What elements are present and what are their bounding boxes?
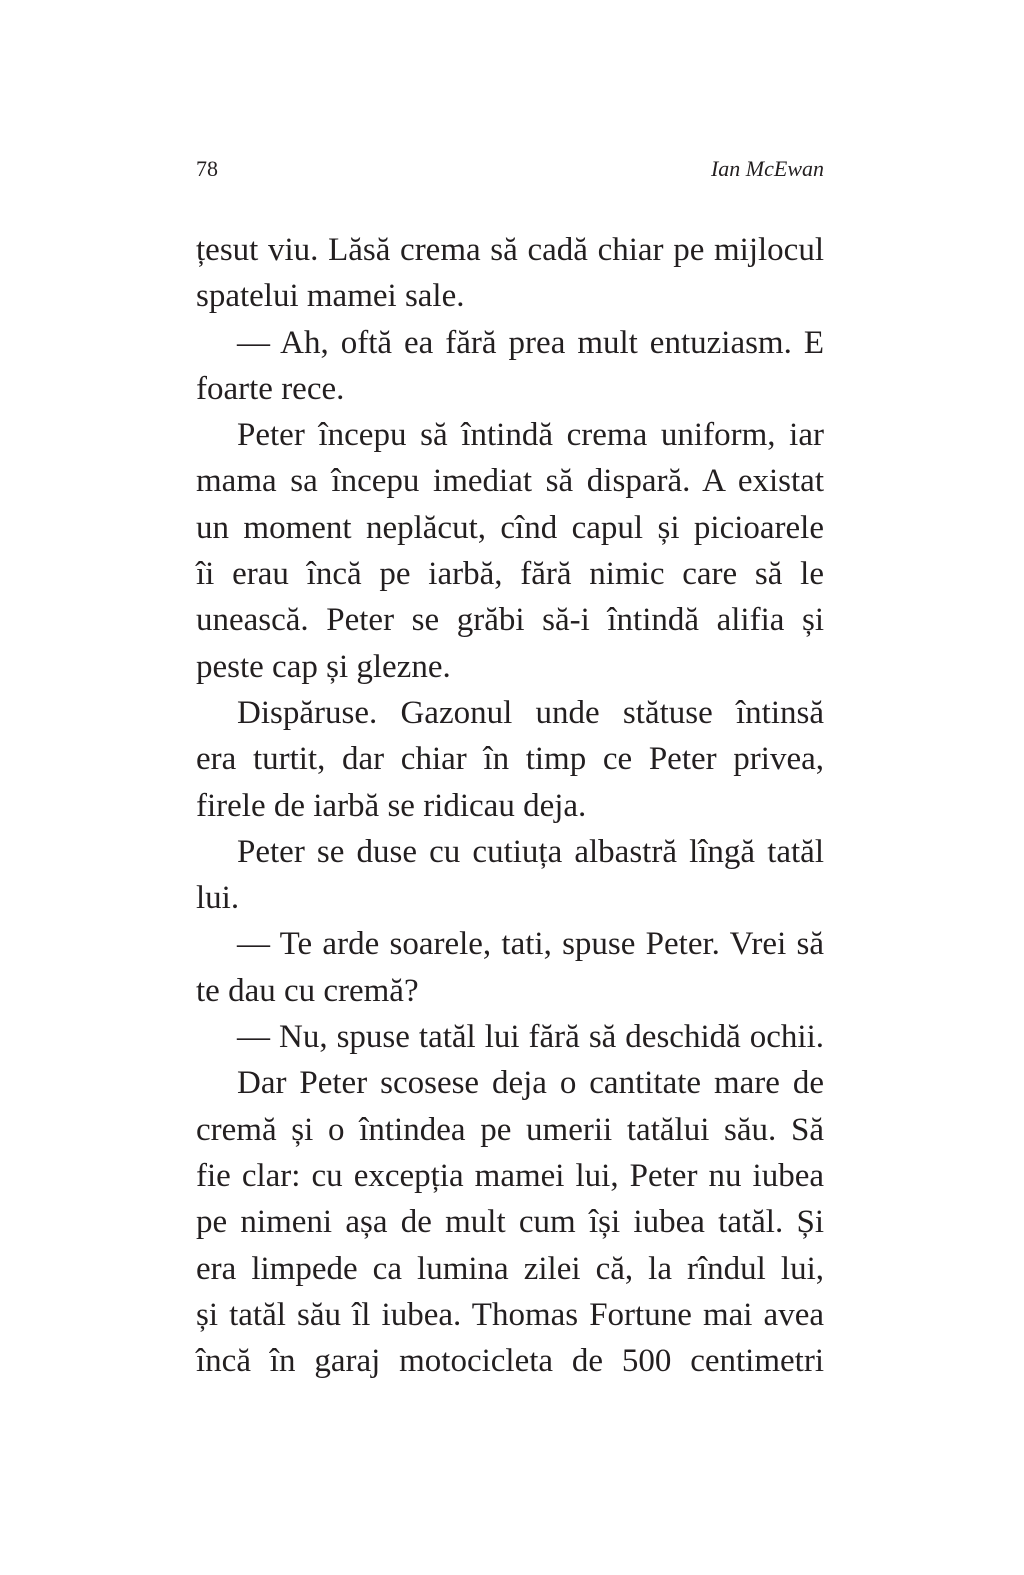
text-line: Peter se duse cu cutiuța albastră lîngă tatăl (237, 833, 824, 870)
text-line: lui. (196, 880, 240, 917)
text-line: — Nu, spuse tatăl lui fără să deschidă ochii. (237, 1019, 824, 1056)
text-line: cremă și o întindea pe umerii tatălui său. Să (196, 1111, 824, 1148)
text-line: încă în garaj motocicleta de 500 centimetri (196, 1343, 824, 1380)
text-line: pe nimeni așa de mult cum își iubea tatăl. Și (196, 1204, 824, 1241)
text-line: Dar Peter scosese deja o cantitate mare de (237, 1065, 824, 1102)
text-line: te dau cu cremă? (196, 972, 419, 1009)
running-head-author: Ian McEwan (710, 156, 824, 181)
page-header (196, 156, 824, 188)
text-line: — Ah, oftă ea fără prea mult entuziasm. E (237, 324, 824, 361)
text-line: îi erau încă pe iarbă, fără nimic care să le (196, 556, 824, 593)
text-line: spatelui mamei sale. (196, 278, 465, 315)
text-line: Dispăruse. Gazonul unde stătuse întinsă (237, 694, 824, 731)
text-line: firele de iarbă se ridicau deja. (196, 787, 587, 824)
text-line: unească. Peter se grăbi să-i întindă alifia și (196, 602, 824, 639)
body-text (196, 227, 824, 1384)
page-number: 78 (196, 156, 218, 181)
text-line: era turtit, dar chiar în timp ce Peter privea, (196, 741, 824, 778)
text-line: era limpede ca lumina zilei că, la rîndul lui, (196, 1250, 824, 1287)
text-line: — Te arde soarele, tati, spuse Peter. Vrei să (237, 926, 824, 963)
text-line: mama sa începu imediat să dispară. A existat (196, 463, 824, 500)
text-line: și tatăl său îl iubea. Thomas Fortune mai avea (196, 1296, 824, 1333)
text-line: foarte rece. (196, 370, 345, 407)
text-line: Peter începu să întindă crema uniform, iar (237, 417, 824, 454)
text-line: țesut viu. Lăsă crema să cadă chiar pe mijlocul (196, 232, 824, 268)
text-line: un moment neplăcut, cînd capul și picioarele (196, 509, 824, 546)
text-line: fie clar: cu excepția mamei lui, Peter nu iubea (196, 1157, 824, 1194)
text-line: peste cap și glezne. (196, 648, 451, 685)
